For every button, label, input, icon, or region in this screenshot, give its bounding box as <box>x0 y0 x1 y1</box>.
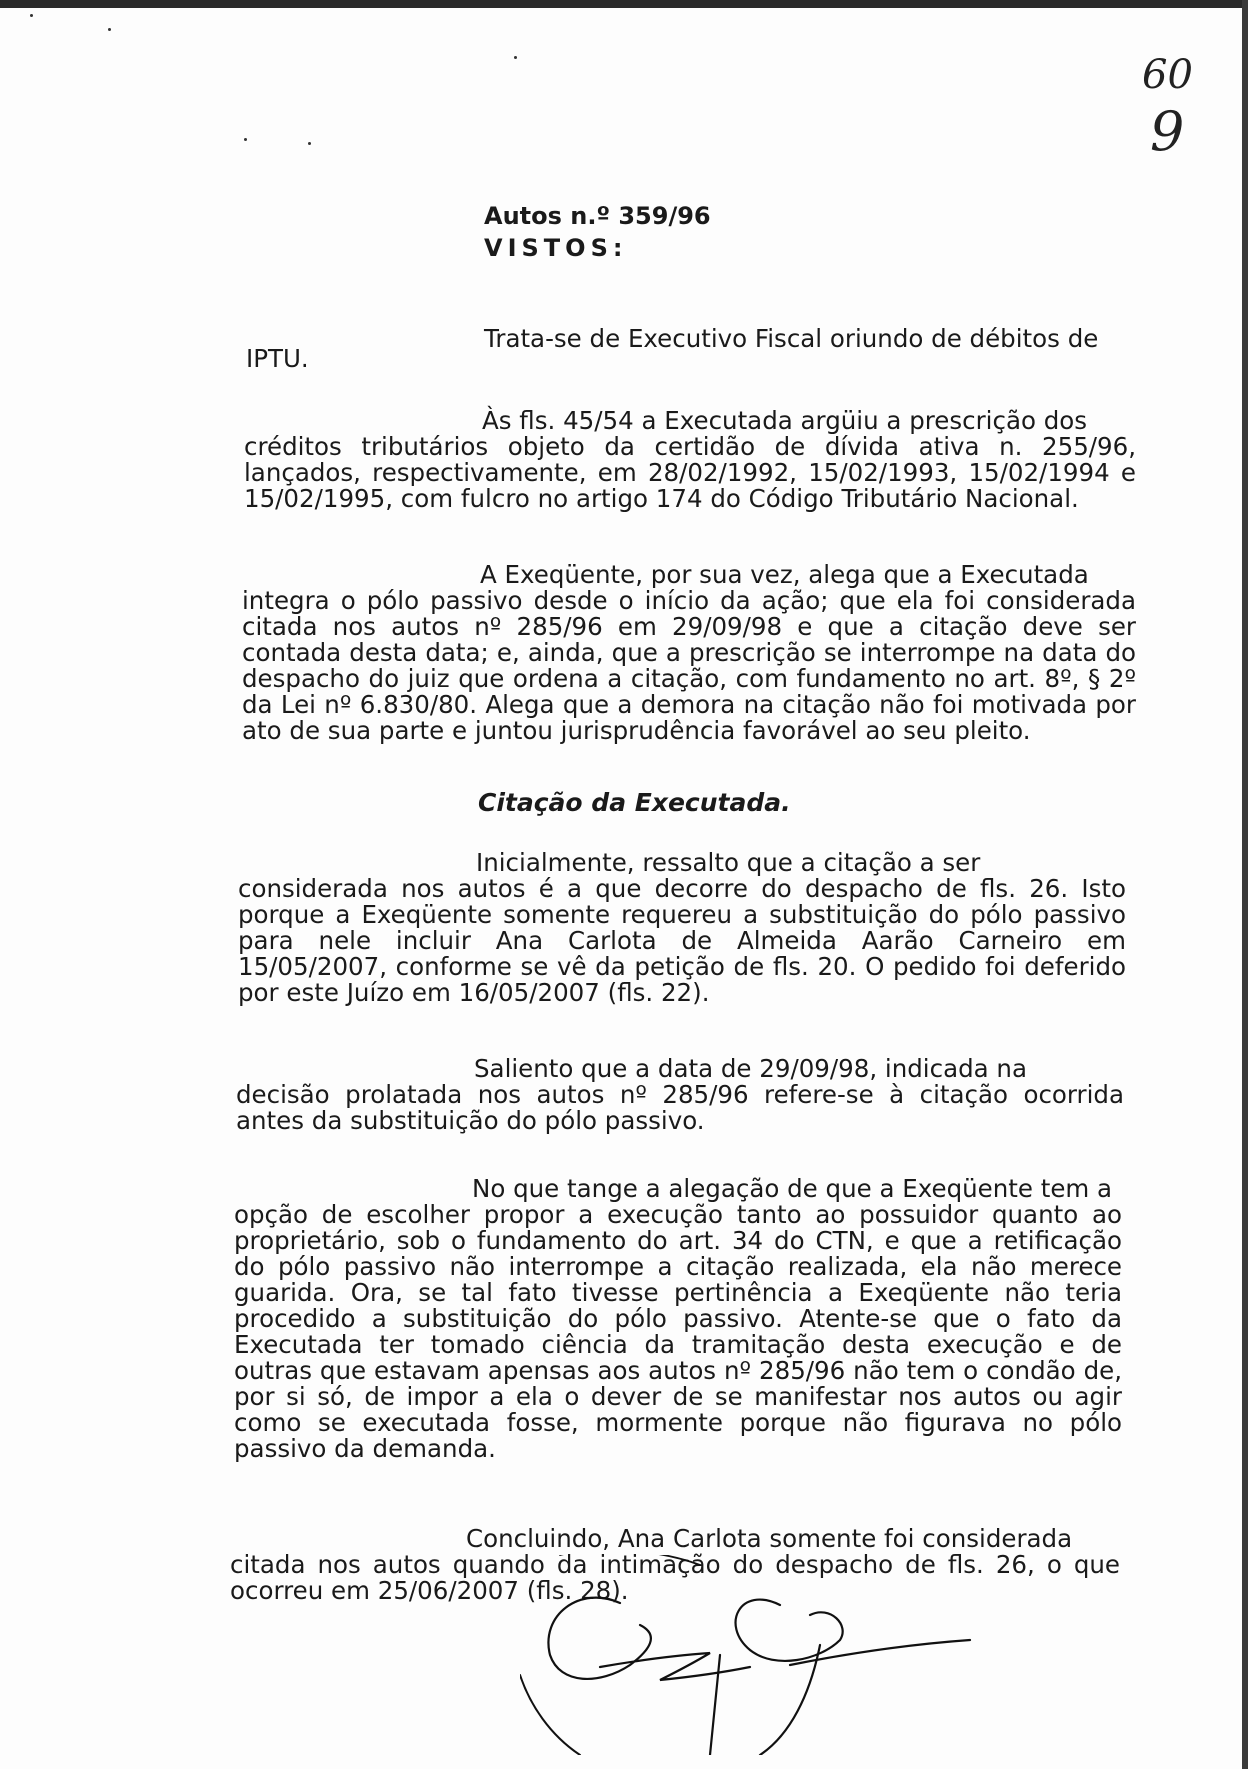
scan-right-border <box>1242 0 1248 1769</box>
section-paragraph-1-lead: Inicialmente, ressalto que a citação a ser <box>476 848 981 877</box>
section-paragraph-2-body: decisão prolatada nos autos nº 285/96 refere-se à citação ocorrida antes da substituição do pólo passivo. <box>236 1080 1124 1135</box>
handwritten-signature <box>520 1555 1080 1755</box>
page-number-bottom: 9 <box>1150 100 1185 163</box>
vistos-heading: VISTOS: <box>484 234 628 262</box>
paragraph-3-lead: A Exeqüente, por sua vez, alega que a Executada <box>480 560 1089 589</box>
paragraph-2-lead: Às fls. 45/54 a Executada argüiu a prescrição dos <box>482 406 1088 435</box>
section-title: Citação da Executada. <box>478 788 791 817</box>
scan-speck <box>308 142 311 145</box>
section-paragraph-1-body: considerada nos autos é a que decorre do despacho de fls. 26. Isto porque a Exeqüente somente requereu a substituição do pólo passivo para nele incluir Ana Carlota de Almeida Aarão Carneiro em 15/05/2007, conforme se vê da petição de fls. 20. O pedido foi deferido por este Juízo em 16/05/2007 (fls. 22). <box>238 874 1126 1007</box>
section-paragraph-2-lead: Saliento que a data de 29/09/98, indicada na <box>474 1054 1027 1083</box>
paragraph-2-body: créditos tributários objeto da certidão de dívida ativa n. 255/96, lançados, respectivamente, em 28/02/1992, 15/02/1993, 15/02/1994 e 15/02/1995, com fulcro no artigo 174 do Código Tributário Nacional. <box>244 432 1136 513</box>
scan-speck <box>514 56 517 59</box>
paragraph-1-body: IPTU. <box>246 344 309 373</box>
document-header <box>484 200 711 264</box>
scan-top-border <box>0 0 1248 8</box>
section-paragraph-4-lead: Concluindo, Ana Carlota somente foi considerada <box>466 1524 1073 1553</box>
scan-speck <box>30 14 33 17</box>
scan-speck <box>244 138 247 141</box>
scan-speck <box>108 28 111 31</box>
section-paragraph-4-body: citada nos autos quando da intimação do despacho de fls. 26, o que ocorreu em 25/06/2007 (fls. 28). <box>230 1550 1120 1605</box>
paragraph-3-body: integra o pólo passivo desde o início da ação; que ela foi considerada citada nos autos nº 285/96 em 29/09/98 e que a citação deve ser contada desta data; e, ainda, que a prescrição se interrompe na data do despacho do juiz que ordena a citação, com fundamento no art. 8º, § 2º da Lei nº 6.830/80. Alega que a demora na citação não foi motivada por ato de sua parte e juntou jurisprudência favorável ao seu pleito. <box>242 586 1136 745</box>
case-number: Autos n.º 359/96 <box>484 202 711 230</box>
page-number-top: 60 <box>1142 52 1193 98</box>
paragraph-1-lead: Trata-se de Executivo Fiscal oriundo de débitos de <box>484 324 1099 353</box>
section-paragraph-3-lead: No que tange a alegação de que a Exeqüente tem a <box>472 1174 1113 1203</box>
section-paragraph-3-body: opção de escolher propor a execução tanto ao possuidor quanto ao proprietário, sob o fundamento do art. 34 do CTN, e que a retificação do pólo passivo não interrompe a citação realizada, ela não merece guarida. Ora, se tal fato tivesse pertinência a Exeqüente não teria procedido a substituição do pólo passivo. Atente-se que o fato da Executada ter tomado ciência da tramitação desta execução e de outras que estavam apensas aos autos nº 285/96 não tem o condão de, por si só, de impor a ela o dever de se manifestar nos autos ou agir como se executada fosse, mormente porque não figurava no pólo passivo da demanda. <box>234 1200 1122 1463</box>
